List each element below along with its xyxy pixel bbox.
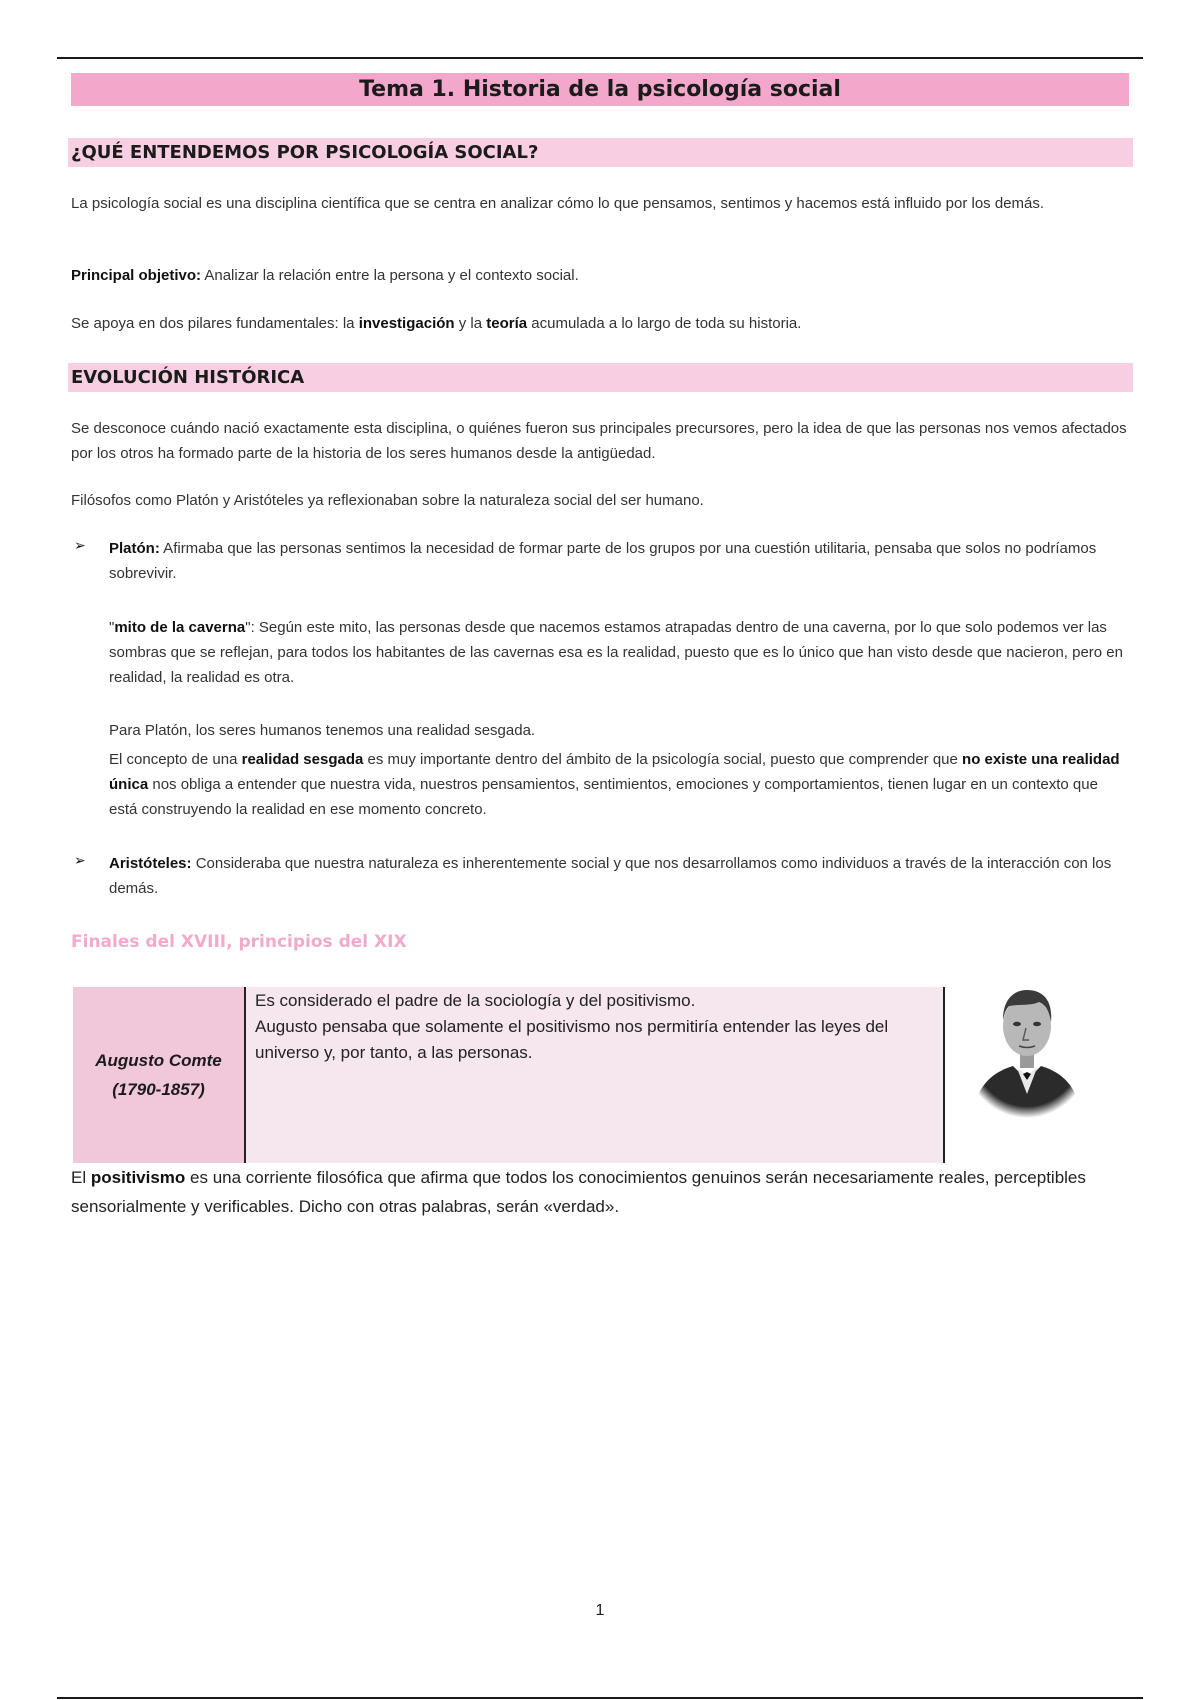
section-heading-history: EVOLUCIÓN HISTÓRICA: [68, 363, 1133, 392]
comte-table: [73, 987, 945, 1163]
objective-paragraph: Principal objetivo: Analizar la relación entre la persona y el contexto social.: [71, 267, 579, 284]
definition-paragraph: La psicología social es una disciplina científica que se centra en analizar cómo lo que pensamos, sentimos y hacemos está influido por los demás.: [71, 195, 1045, 212]
positivism-paragraph: El positivismo es una corriente filosófica que afirma que todos los conocimientos genuinos serán necesariamente reales, perceptibles sensorialmente y verificables. Dicho con otras palabras, serán «verdad».: [71, 1168, 1086, 1216]
philosophers-paragraph: Filósofos como Platón y Aristóteles ya reflexionaban sobre la naturaleza social del ser humano.: [71, 492, 704, 509]
bottom-rule: [57, 1697, 1143, 1699]
top-rule: [57, 57, 1143, 59]
platon-paragraph: Platón: Afirmaba que las personas sentimos la necesidad de formar parte de los grupos por una cuestión utilitaria, pensaba que solos no podríamos sobrevivir.: [109, 540, 1097, 582]
comte-line-1: Es considerado el padre de la sociología y del positivismo.: [255, 991, 696, 1010]
comte-years: (1790-1857): [112, 1080, 205, 1099]
era-subheading: Finales del XVIII, principios del XIX: [71, 932, 407, 952]
page-number: 1: [595, 1602, 605, 1619]
bullet-icon: ➢: [74, 852, 86, 868]
aristoteles-paragraph: Aristóteles: Consideraba que nuestra naturaleza es inherentemente social y que nos desarrollamos como individuos a través de la interacción con los demás.: [109, 855, 1112, 897]
comte-portrait-image: [965, 976, 1089, 1118]
pillars-paragraph: Se apoya en dos pilares fundamentales: la investigación y la teoría acumulada a lo largo de toda su historia.: [71, 315, 802, 332]
comte-line-2: Augusto pensaba que solamente el positivismo nos permitiría entender las leyes del universo y, por tanto, a las personas.: [255, 1017, 889, 1062]
comte-name: Augusto Comte: [95, 1051, 222, 1070]
cave-myth-paragraph: "mito de la caverna": Según este mito, las personas desde que nacemos estamos atrapadas dentro de una caverna, por lo que solo podemos ver las sombras que se reflejan, para todos los habitantes de las cavernas esa es la realidad, puesto que es lo único que han visto desde que nacieron, pero en realidad, la realidad es otra.: [109, 619, 1123, 686]
history-paragraph: Se desconoce cuándo nació exactamente esta disciplina, o quiénes fueron sus principales precursores, pero la idea de que las personas nos vemos afectados por los otros ha formado parte de la historia de los seres humanos desde la antigüedad.: [71, 420, 1127, 462]
biased-reality-line: Para Platón, los seres humanos tenemos una realidad sesgada.: [109, 722, 536, 739]
biased-reality-paragraph: El concepto de una realidad sesgada es muy importante dentro del ámbito de la psicología social, puesto que comprender que no existe una realidad única nos obliga a entender que nuestra vida, nuestros pensamientos, sentimientos, emociones y comportamientos, tienen lugar en un contexto que está construyendo la realidad en ese momento concreto.: [109, 751, 1120, 818]
comte-name-cell: [73, 987, 246, 1163]
bullet-icon: ➢: [74, 537, 86, 553]
section-heading-definition: ¿QUÉ ENTENDEMOS POR PSICOLOGÍA SOCIAL?: [68, 138, 1133, 167]
comte-description-cell: [246, 987, 945, 1163]
document-title: Tema 1. Historia de la psicología social: [359, 77, 841, 102]
document-title-bar: [71, 73, 1129, 106]
